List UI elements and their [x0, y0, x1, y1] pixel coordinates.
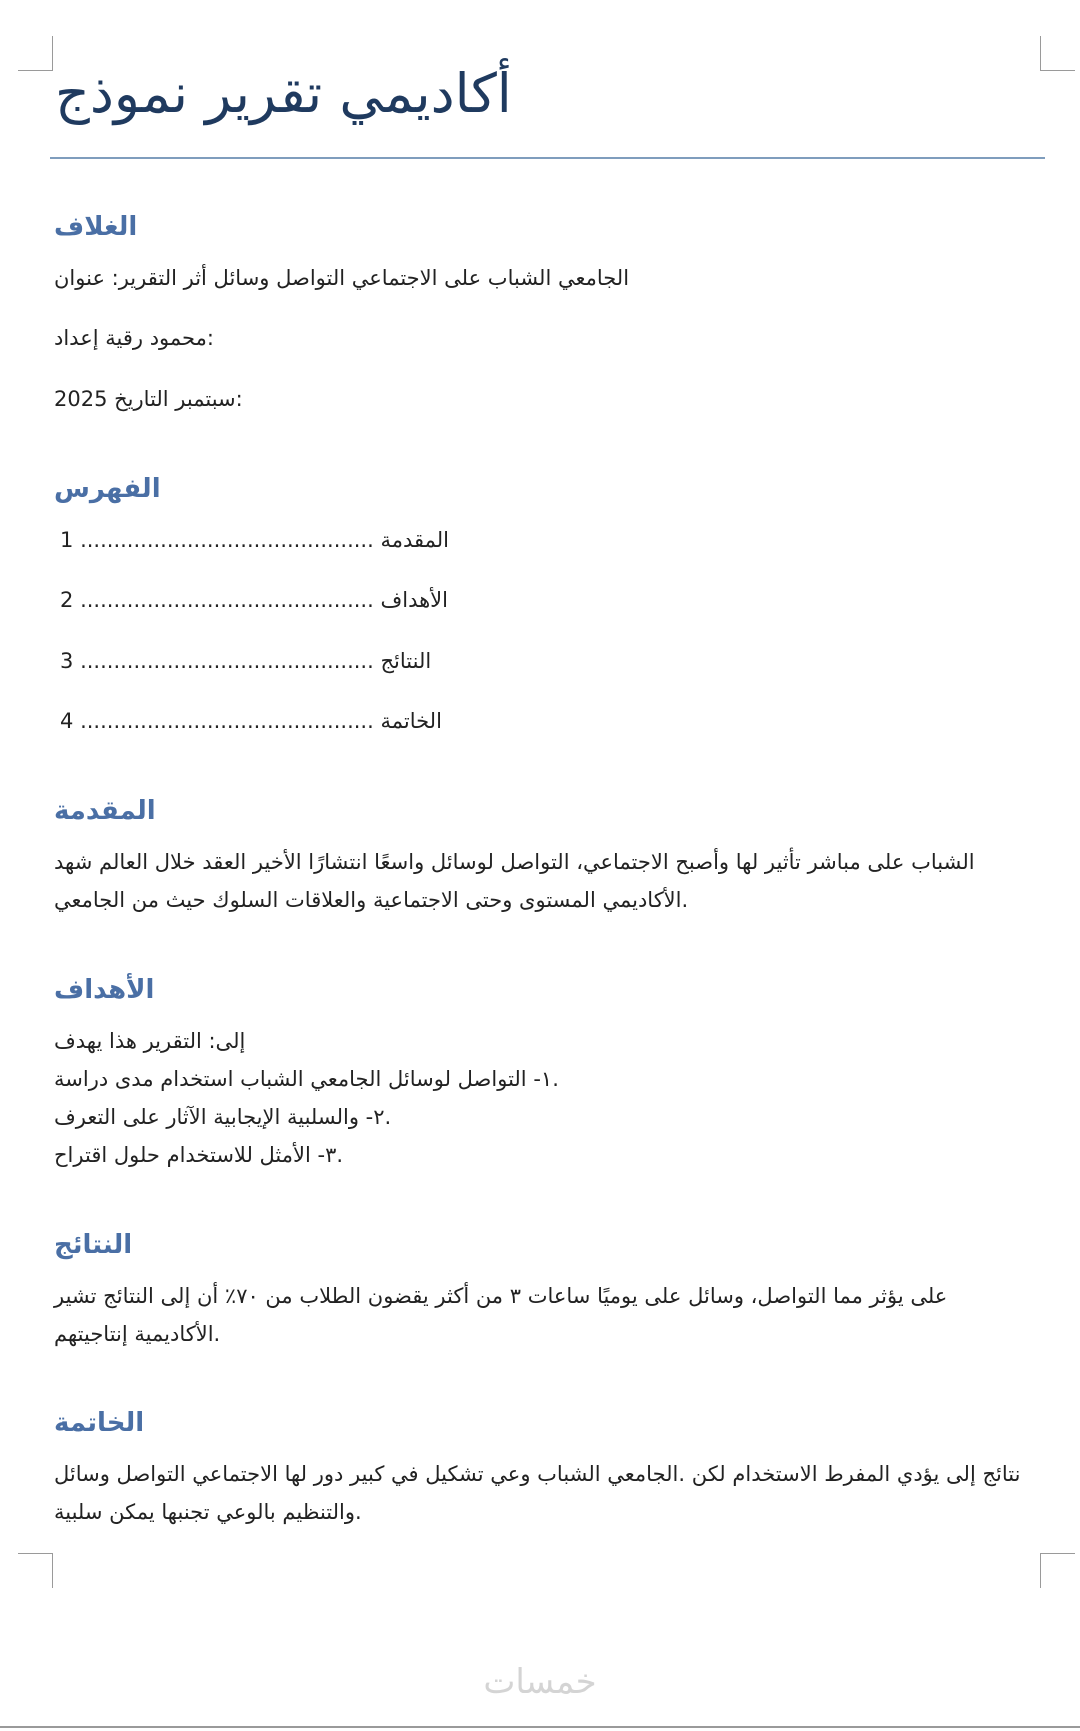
- toc-entry-results[interactable]: [54, 649, 431, 673]
- toc-leader-dots: ............................................: [80, 528, 374, 552]
- cover-report-title: الجامعي الشباب على الاجتماعي التواصل وسائل أثر التقرير: عنوان: [54, 266, 630, 290]
- toc-entry-label: الأهداف: [380, 588, 448, 612]
- conclusion-heading: الخاتمة: [54, 1408, 145, 1438]
- intro-line-1: الشباب على مباشر تأثير لها وأصبح الاجتماعي، التواصل لوسائل واسعًا انتشارًا الأخير العقد خلال العالم شهد: [54, 850, 975, 874]
- toc-page-number: 1: [60, 528, 74, 552]
- results-heading: النتائج: [54, 1230, 133, 1260]
- toc-leader-dots: ............................................: [80, 709, 374, 733]
- page-bottom-border: [0, 1726, 1080, 1728]
- intro-line-2: الأكاديمي المستوى وحتى الاجتماعية والعلاقات السلوك حيث من الجامعي.: [54, 888, 689, 912]
- crop-mark-top-right: [1040, 36, 1075, 71]
- toc-page-number: 3: [60, 649, 74, 673]
- toc-entry-conclusion[interactable]: [54, 709, 442, 733]
- document-title: أكاديمي تقرير نموذج: [55, 62, 512, 125]
- toc-leader-dots: ............................................: [80, 649, 374, 673]
- crop-mark-bottom-left: [18, 1553, 53, 1588]
- toc-entry-goals[interactable]: [54, 588, 448, 612]
- cover-author: محمود رقية إعداد:: [54, 326, 214, 350]
- toc-entry-label: المقدمة: [380, 528, 449, 552]
- intro-heading: المقدمة: [54, 796, 156, 826]
- title-underline: [50, 157, 1045, 159]
- goal-item-1: ١- التواصل لوسائل الجامعي الشباب استخدام مدى دراسة.: [54, 1067, 559, 1091]
- goals-intro: إلى: التقرير هذا يهدف: [54, 1029, 246, 1053]
- toc-leader-dots: ............................................: [80, 588, 374, 612]
- toc-entry-intro[interactable]: [54, 528, 449, 552]
- crop-mark-top-left: [18, 36, 53, 71]
- toc-page-number: 4: [60, 709, 74, 733]
- watermark-logo: خمسات: [483, 1662, 597, 1702]
- toc-entry-label: الخاتمة: [380, 709, 442, 733]
- toc-page-number: 2: [60, 588, 74, 612]
- conclusion-line-1: نتائج إلى يؤدي المفرط الاستخدام لكن .الجامعي الشباب وعي تشكيل في كبير دور لها الاجتماعي التواصل وسائل: [54, 1462, 1021, 1486]
- toc-heading: الفهرس: [54, 474, 161, 504]
- cover-date: 2025 سبتمبر التاريخ:: [54, 387, 243, 411]
- conclusion-line-2: والتنظيم بالوعي تجنبها يمكن سلبية.: [54, 1500, 362, 1524]
- goal-item-3: ٣- الأمثل للاستخدام حلول اقتراح.: [54, 1143, 344, 1167]
- crop-mark-bottom-right: [1040, 1553, 1075, 1588]
- results-line-2: الأكاديمية إنتاجيتهم.: [54, 1322, 221, 1346]
- toc-entry-label: النتائج: [380, 649, 432, 673]
- results-line-1: على يؤثر مما التواصل، وسائل على يوميًا ساعات ٣ من أكثر يقضون الطلاب من ٧٠٪ أن إلى النتائج تشير: [54, 1284, 948, 1308]
- goal-item-2: ٢- والسلبية الإيجابية الآثار على التعرف.: [54, 1105, 392, 1129]
- cover-heading: الغلاف: [54, 212, 138, 242]
- goals-heading: الأهداف: [54, 975, 155, 1005]
